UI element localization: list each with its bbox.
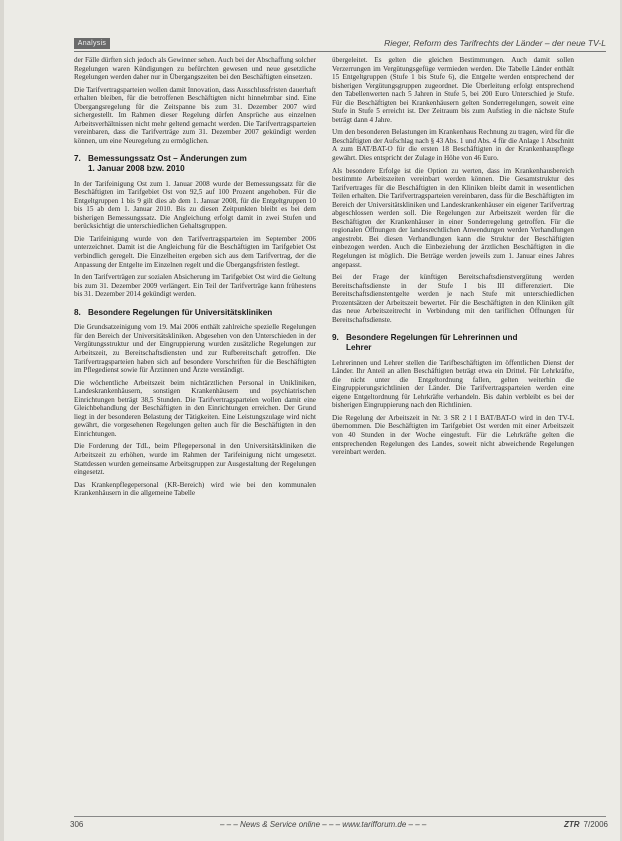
heading-text-line2: Lehrer [346, 343, 372, 352]
paragraph: Die Tarifvertragsparteien wollen damit Innovation, dass Ausschlussfristen dauerhaft erhalten bleiben, für die betroffenen Beschäftigten nicht hinnehmbar sind. Eine Übergangsregelung für die Zeitspanne bis zum 31. Dezember 2007 wird sichergestellt. Im Rahmen dieser Regelung dürfen Ansprüche aus einzelnen Arbeitsverhältnissen nicht mehr geltend gemacht werden. Die Tarifvertragsparteien vereinbaren, dass die Tarifverträge zum 31. Dezember 2007 gekündigt werden können, um eine Neuregelung zu ermöglichen. [74, 85, 316, 145]
issue-info [564, 820, 608, 829]
running-title: Rieger, Reform des Tarifrechts der Länder – der neue TV-L [384, 38, 606, 48]
paragraph: Bei der Frage der künftigen Bereitschaftsdienstvergütung werden Bereitschaftsdienste in der Stufe I bis III differenziert. Die Bereitschaftsdienstentgelte werden je nach Stufe mit unterschiedlichen Prozentsätzen der Arbeitszeit bewertet. Für die Beschäftigten in den Kliniken gilt das neue Arbeitszeitrecht in Verbindung mit den tariflichen Öffnungen für Bereitschaftsdienste. [332, 273, 574, 324]
page-number: 306 [70, 820, 84, 829]
paragraph: der Fälle dürften sich jedoch als Gewinner sehen. Auch bei der Abschaffung solcher Regelungen waren Kündigungen zu befürchten gewesen und neue gesetzliche Regelungen werden daher nur in Übergangszeiten bei den Beschäftigten einsetzen. [74, 56, 316, 82]
heading-text: Besondere Regelungen für Universitätskliniken [88, 307, 273, 317]
journal-logo: ZTR [563, 820, 580, 829]
heading-text-line2: 1. Januar 2008 bzw. 2010 [88, 164, 185, 174]
heading-text: Besondere Regelungen für Lehrerinnen und [346, 333, 518, 343]
paragraph: Die Forderung der TdL, beim Pflegepersonal in den Universitätskliniken die Arbeitszeit zu erhöhen, wurde im Rahmen der Tarifeinigung nicht umgesetzt. Stattdessen wurden gemeinsame Arbeitsgruppen zur Ausgestaltung der Regelungen eingesetzt. [74, 442, 316, 477]
paragraph: In der Tarifeinigung Ost zum 1. Januar 2008 wurde der Bemessungssatz für die Beschäftigten im Tarifgebiet Ost von 92,5 auf 100 Prozent angehoben. Für die Entgeltgruppen 1 bis 9 gilt dies ab dem 1. Januar 2008, für die Entgeltgruppen 10 bis 15 ab dem 1. Januar 2010. Bis zu diesen Zeitpunkten bleibt es bei dem bisherigen Bemessungssatz. Die Angleichung erfolgt damit in zwei Stufen und berücksichtigt die unterschiedlichen Gehaltsgruppen. [74, 179, 316, 231]
heading-number: 7. [74, 154, 81, 164]
right-column [332, 56, 574, 791]
paragraph: In den Tarifverträgen zur sozialen Absicherung im Tarifgebiet Ost wird die Geltung bis zum 31. Dezember 2009 verlängert. Ein Teil der Tarifverträge kann frühestens bis 31. Dezember 2014 gekündigt werden. [74, 273, 316, 299]
paragraph: Die Tarifeinigung wurde von den Tarifvertragsparteien im September 2006 unterzeichnet. Damit ist die Angleichung für die Beschäftigten im Tarifgebiet Ost verbindlich geregelt. Die Einzelheiten ergeben sich aus dem Tarifvertrag, der die Anpassung der Entgelte im Einzelnen regelt und die Übergangsfristen festlegt. [74, 234, 316, 269]
heading-number: 8. [74, 307, 81, 317]
paragraph: Um den besonderen Belastungen im Krankenhaus Rechnung zu tragen, wird für die Beschäftigten der Aufschlag nach § 43 Abs. 1 und Abs. 4 für die Anlage 1 Abschnitt A zum BAT/BAT-O für die ersten 18 Beschäftigten in der Krankenhauspflege gewährt. Dies entspricht der Zulage in Höhe von 46 Euro. [332, 128, 574, 163]
section-heading-9 [332, 333, 574, 352]
paragraph: Die Grundsatzeinigung vom 19. Mai 2006 enthält zahlreiche spezielle Regelungen für den Bereich der Universitätskliniken. Abgesehen von den Unterschieden in der Vergütungsstruktur und der Eingruppierung wurden zusätzliche Regelungen zur Arbeitszeit, zu Bereitschaftsdiensten und zur Rufbereitschaft getroffen. Die Tarifvertragsparteien haben sich auf besondere Vorschriften für die Beschäftigten im Pflegedienst sowie für Ärztinnen und Ärzte verständigt. [74, 323, 316, 375]
section-heading-7 [74, 154, 316, 173]
document-page [4, 0, 620, 841]
paragraph: Das Krankenpflegepersonal (KR-Bereich) wird wie bei den kommunalen Krankenhäusern in die allgemeine Tabelle [74, 480, 316, 498]
paragraph: Die wöchentliche Arbeitszeit beim nichtärztlichen Personal in Unikliniken, Landeskrankenhäusern, sonstigen Krankenhäusern und psychiatrischen Einrichtungen beträgt 38,5 Stunden. Die Tarifvertragsparteien wollen damit eine Gleichbehandlung der Beschäftigten in den Einrichtungen erreichen. Der Grund liegt in der besonderen Belastung der Tätigkeiten. Eine Leistungszulage wird nicht gewährt, die vorgesehenen Regelungen gelten auch für die Beschäftigten in den Einrichtungen. [74, 378, 316, 438]
paragraph: Die Regelung der Arbeitszeit in Nr. 3 SR 2 l I BAT/BAT-O wird in den TV-L übernommen. Die Beschäftigten im Tarifgebiet Ost werden mit einer Arbeitszeit von 40 Stunden in der Woche eingestuft. Für die Lehrkräfte gelten die entsprechenden Regelungen des Landes, soweit nicht abweichende Regelungen vereinbart werden. [332, 413, 574, 457]
section-heading-8 [74, 308, 316, 318]
paragraph: übergeleitet. Es gelten die gleichen Bestimmungen. Auch damit sollen Verzerrungen im Vergütungsgefüge vermieden werden. Die Tabelle Länder enthält 15 Entgeltgruppen (Stufe 1 bis Stufe 6), die Entgelte werden entsprechend der bisherigen Vergütungsgruppen zugeordnet. Die Überleitung erfolgt entsprechend den Tabellenwerten nach 5 Jahren in Stufe 5, bei 200 Euro Unterschied je Stufe. Für die Beschäftigten bei Krankenhäusern gelten Sonderregelungen, soweit eine Stufe in Stufe 5 erreicht ist. Der Zeitraum bis zum Aufstieg in die nächste Stufe beträgt dann 4 Jahre. [332, 56, 574, 124]
heading-text: Bemessungssatz Ost – Änderungen zum [88, 154, 247, 164]
footer-web-link[interactable]: – – – News & Service online – – – www.tarifforum.de – – – [220, 820, 427, 829]
heading-number: 9. [332, 333, 339, 343]
footer-rule [74, 816, 606, 817]
page-footer [70, 820, 608, 832]
paragraph: Als besondere Erfolge ist die Option zu werten, dass im Krankenhausbereich bestimmte Arbeitszeiten vereinbart werden können. Die Gesamtstruktur des Tarifvertrages für die Beschäftigten in den Kliniken bleibt damit in wesentlichen Teilen erhalten. Die Tarifvertragsparteien vereinbaren, dass für die Beschäftigten im Bereich der Universitätskliniken und Landeskrankenhäuser ein eigener Tarifvertrag abgeschlossen werden soll. Die Regelungen zur Arbeitszeit werden für die Beschäftigten der Krankenhäuser in einer Sonderregelung getroffen. Für die regionalen Öffnungen der landesrechtlichen Anwendungen werden Verhandlungen angestrebt. Bei diesen Verhandlungen kann die Struktur der Beschäftigten einbezogen werden. Auch die Einbeziehung der ärztlichen Beschäftigten in die Regelungen ist möglich. Die Beträge werden jeweils zum 1. Januar eines Jahres angepasst. [332, 166, 574, 269]
issue-number: 7/2006 [583, 820, 608, 829]
paragraph: Lehrerinnen und Lehrer stellen die Tarifbeschäftigten im öffentlichen Dienst der Länder. Ihr Anteil an allen Beschäftigten beträgt etwa ein Drittel. Für Lehrkräfte, die nicht unter die Entgeltordnung fallen, gelten weiterhin die Eingruppierungsrichtlinien der Länder. Die Tarifvertragsparteien werden eine eigene Entgeltordnung für Lehrkräfte verhandeln. Bis dahin verbleibt es bei der bisherigen Eingruppierung nach den Richtlinien. [332, 358, 574, 410]
left-column [74, 56, 316, 791]
header-rule [74, 51, 606, 52]
section-tag: Analysis [74, 38, 110, 49]
